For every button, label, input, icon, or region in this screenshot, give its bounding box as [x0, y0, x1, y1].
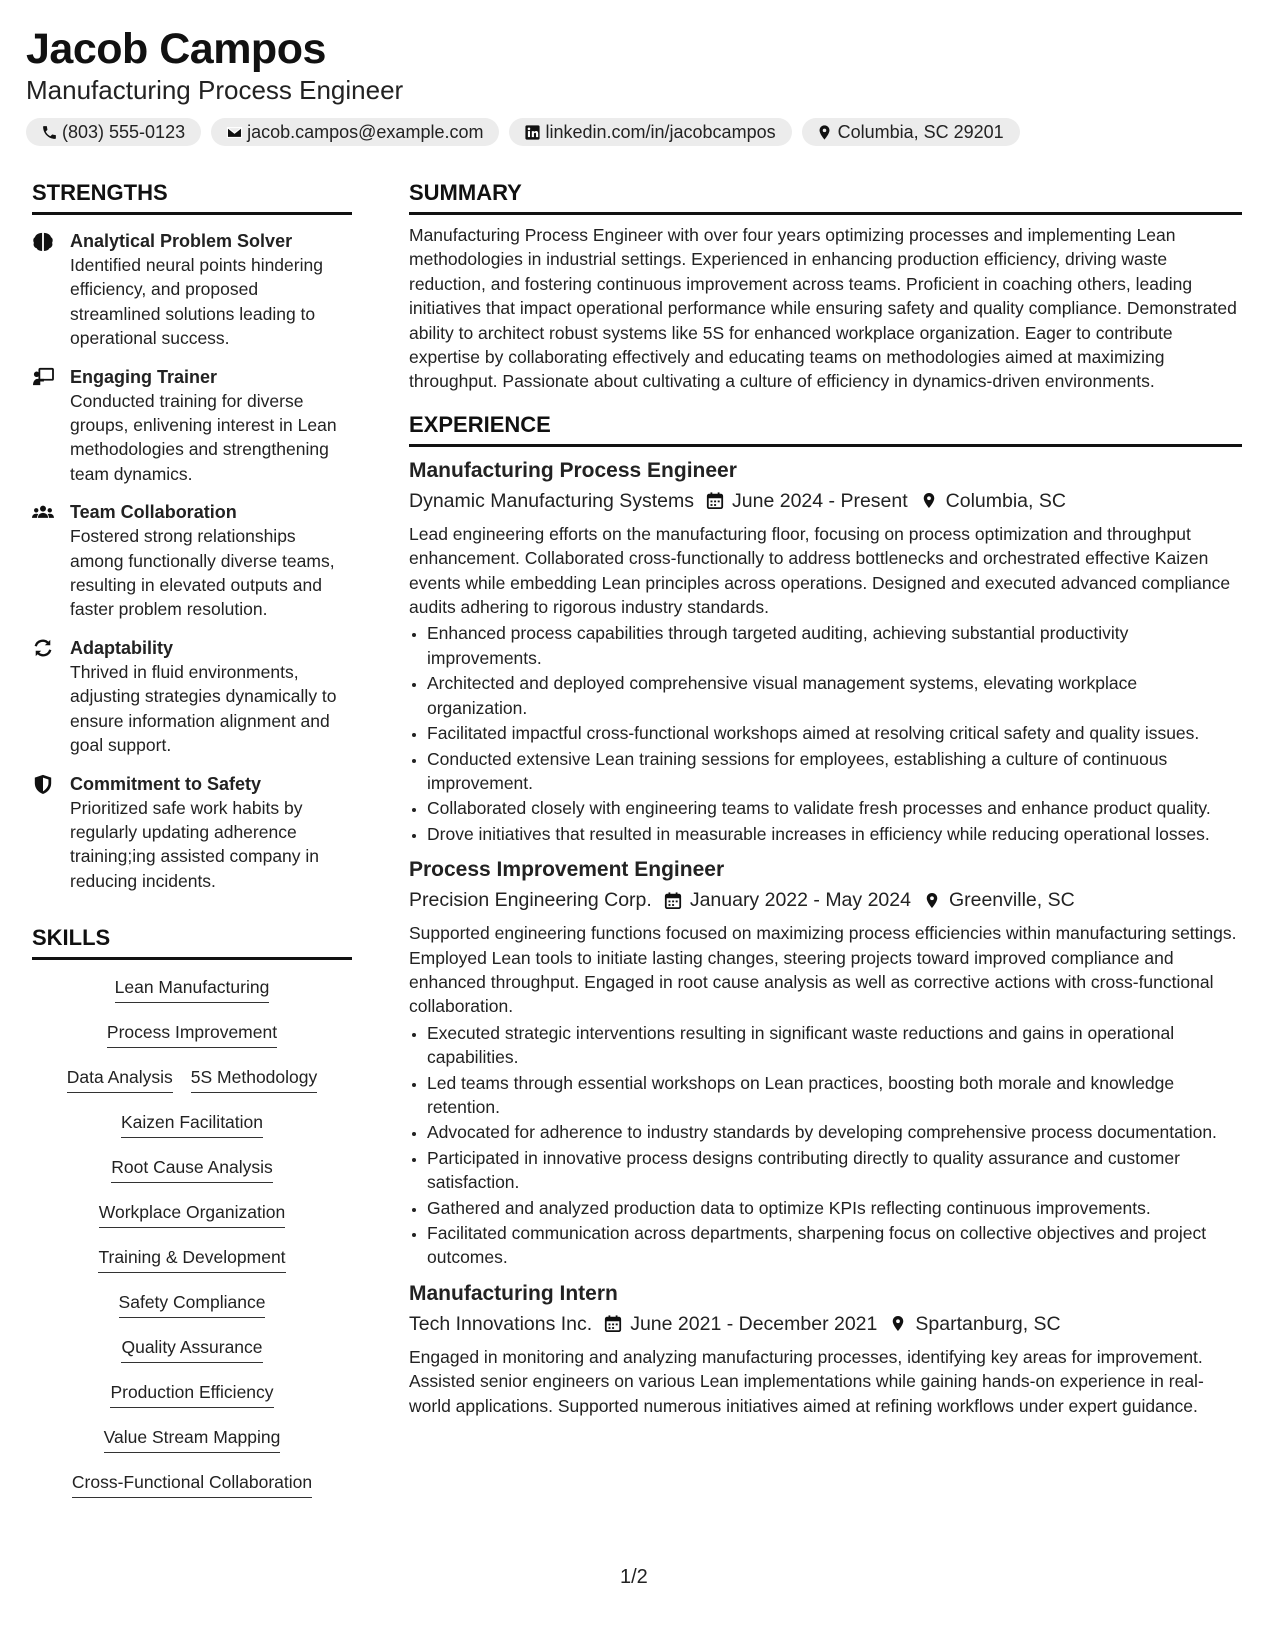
linkedin-icon	[523, 123, 541, 141]
map-pin-icon	[889, 1314, 907, 1333]
bullet-item: • Gathered and analyzed production data to optimize KPIs reflecting continuous improvements.	[427, 1196, 1242, 1220]
map-pin-icon	[816, 123, 834, 141]
right-column	[409, 178, 1242, 1418]
job-description: Engaged in monitoring and analyzing manufacturing processes, identifying key areas for improvement. Assisted senior engineers on various Lean implementations while gaining hands-on experience in real-world applications. Supported numerous initiatives aimed at refining workflows under expert guidance.	[409, 1346, 1204, 1416]
job-company: Dynamic Manufacturing Systems	[409, 489, 695, 512]
skill-tag: Value Stream Mapping	[104, 1426, 281, 1453]
strength-title: Team Collaboration	[70, 502, 237, 523]
map-pin-icon	[923, 891, 941, 910]
experience-heading: EXPERIENCE	[409, 411, 551, 437]
job-location: Greenville, SC	[948, 889, 1075, 912]
job-entry	[409, 457, 1242, 846]
calendar-icon	[604, 1314, 622, 1333]
skill-tag: Cross-Functional Collaboration	[72, 1471, 312, 1498]
job-dates: June 2024 - Present	[732, 489, 908, 512]
strength-description: Conducted training for diverse groups, enlivening interest in Lean methodologies and strengthening team dynamics.	[70, 390, 337, 484]
skill-tag: Kaizen Facilitation	[121, 1111, 263, 1138]
job-dates: June 2021 - December 2021	[630, 1312, 878, 1335]
contact-location-text: Columbia, SC 29201	[837, 121, 1004, 142]
strength-title: Adaptability	[70, 637, 174, 658]
skill-tag: 5S Methodology	[191, 1066, 317, 1093]
job-description: Lead engineering efforts on the manufacturing floor, focusing on process optimization and throughput enhancement. Collaborated cross-functionally to address bottlenecks and orchestrated effective Kaizen events while embedding Lean principles across operations. Designed and executed advanced compliance audits adhering to rigorous industry standards.	[409, 523, 1231, 618]
strength-item	[32, 772, 352, 894]
strength-title: Commitment to Safety	[70, 773, 262, 794]
section-divider	[409, 444, 1242, 447]
section-divider	[409, 212, 1242, 215]
skill-tag: Production Efficiency	[110, 1381, 273, 1408]
job-company: Precision Engineering Corp.	[409, 889, 652, 912]
skill-tag: Root Cause Analysis	[111, 1156, 272, 1183]
bullet-item: • Facilitated communication across departments, sharpening focus on collective objectives and project outcomes.	[427, 1221, 1242, 1270]
candidate-name: Jacob Campos	[26, 25, 326, 73]
chalkboard-teacher-icon	[32, 365, 70, 487]
candidate-title: Manufacturing Process Engineer	[26, 75, 404, 105]
job-meta	[409, 486, 1242, 516]
shield-icon	[32, 772, 70, 894]
summary-text: Manufacturing Process Engineer with over four years optimizing processes and implementing Lean methodologies in industrial settings. Experienced in enhancing production efficiency, driving waste reduction, and fostering continuous improvement across teams. Proficient in coaching others, leading initiatives that impact operational performance while ensuring safety and quality compliance. Demonstrated ability to architect robust systems like 5S for enhanced workplace organization. Eager to contribute expertise by collaborating effectively and educating teams on methodologies aimed at maximizing throughput. Passionate about cultivating a culture of efficiency in dynamics-driven environments.	[409, 225, 1237, 392]
bullet-item: • Conducted extensive Lean training sessions for employees, establishing a culture of continuous improvement.	[427, 747, 1242, 796]
contact-email-text: jacob.campos@example.com	[247, 121, 484, 142]
sync-icon	[32, 636, 70, 758]
summary-heading: SUMMARY	[409, 180, 522, 205]
bullet-item: • Enhanced process capabilities through targeted auditing, achieving substantial productivity improvements.	[427, 621, 1242, 670]
calendar-icon	[706, 491, 724, 510]
section-divider	[32, 957, 352, 960]
job-meta	[409, 1309, 1242, 1339]
job-title: Manufacturing Process Engineer	[409, 458, 737, 482]
bullet-item: • Facilitated impactful cross-functional workshops aimed at resolving critical safety and quality issues.	[427, 721, 1242, 745]
users-icon	[32, 500, 70, 622]
envelope-icon	[225, 123, 243, 141]
strength-description: Prioritized safe work habits by regularly updating adherence training;ing assisted company in reducing incidents.	[70, 797, 320, 891]
bullet-item: • Collaborated closely with engineering teams to validate fresh processes and enhance product quality.	[427, 796, 1242, 820]
strength-item	[32, 500, 352, 622]
job-location: Columbia, SC	[945, 489, 1066, 512]
contact-location	[802, 118, 1020, 146]
job-bullets	[409, 1021, 1242, 1270]
strength-description: Fostered strong relationships among functionally diverse teams, resulting in elevated outputs and faster problem resolution.	[70, 526, 335, 620]
phone-icon	[40, 123, 58, 141]
left-column	[32, 178, 352, 1516]
strength-item	[32, 229, 352, 351]
calendar-icon	[664, 891, 682, 910]
skill-tag: Safety Compliance	[119, 1291, 266, 1318]
job-entry	[409, 856, 1242, 1270]
contact-bar	[26, 118, 1249, 146]
bullet-item: • Architected and deployed comprehensive visual management systems, elevating workplace organization.	[427, 671, 1242, 720]
job-meta	[409, 885, 1242, 915]
strength-description: Identified neural points hindering efficiency, and proposed streamlined solutions leading to operational success.	[70, 255, 323, 349]
strength-item	[32, 636, 352, 758]
page-number: 1/2	[620, 1566, 648, 1588]
brain-icon	[32, 229, 70, 351]
strength-title: Analytical Problem Solver	[70, 231, 293, 251]
job-dates: January 2022 - May 2024	[689, 889, 911, 912]
job-bullets	[409, 621, 1242, 846]
skills-heading: SKILLS	[32, 925, 111, 951]
bullet-item: • Executed strategic interventions resulting in significant waste reductions and gains in operational capabilities.	[427, 1021, 1242, 1070]
bullet-item: • Drove initiatives that resulted in measurable increases in efficiency while reducing operational losses.	[427, 822, 1242, 846]
job-title: Process Improvement Engineer	[409, 858, 725, 882]
map-pin-icon	[920, 491, 938, 510]
skill-tag: Quality Assurance	[121, 1336, 262, 1363]
job-location: Spartanburg, SC	[915, 1312, 1061, 1335]
skill-tag: Data Analysis	[67, 1066, 173, 1093]
skills-list	[32, 976, 352, 1516]
contact-phone-text: (803) 555-0123	[62, 121, 186, 142]
strength-item	[32, 365, 352, 487]
section-divider	[32, 212, 352, 215]
skill-tag: Workplace Organization	[99, 1201, 285, 1228]
strength-description: Thrived in fluid environments, adjusting strategies dynamically to ensure information alignment and goal support.	[70, 661, 337, 756]
contact-linkedin-text: linkedin.com/in/jacobcampos	[545, 121, 776, 142]
strengths-heading: STRENGTHS	[32, 180, 168, 205]
contact-email[interactable]	[211, 118, 499, 146]
contact-phone[interactable]	[26, 118, 201, 146]
bullet-item: • Advocated for adherence to industry standards by developing comprehensive process documentation.	[427, 1120, 1242, 1144]
skill-tag: Lean Manufacturing	[115, 976, 270, 1003]
job-description: Supported engineering functions focused on maximizing process efficiencies within manufacturing settings. Employed Lean tools to initiate lasting changes, steering projects toward improved compliance and enhanced throughput. Engaged in root cause analysis as well as corrective actions with cross-functional collaboration.	[409, 923, 1237, 1017]
job-company: Tech Innovations Inc.	[409, 1312, 593, 1335]
resume-header	[26, 24, 1249, 146]
bullet-item: • Led teams through essential workshops on Lean practices, boosting both morale and knowledge retention.	[427, 1071, 1242, 1120]
contact-linkedin[interactable]	[509, 118, 791, 146]
bullet-item: • Participated in innovative process designs contributing directly to quality assurance and customer satisfaction.	[427, 1146, 1242, 1195]
strength-title: Engaging Trainer	[70, 366, 218, 387]
skill-tag: Process Improvement	[107, 1021, 277, 1048]
job-entry	[409, 1280, 1242, 1418]
job-title: Manufacturing Intern	[409, 1281, 618, 1305]
skill-tag: Training & Development	[98, 1246, 285, 1273]
